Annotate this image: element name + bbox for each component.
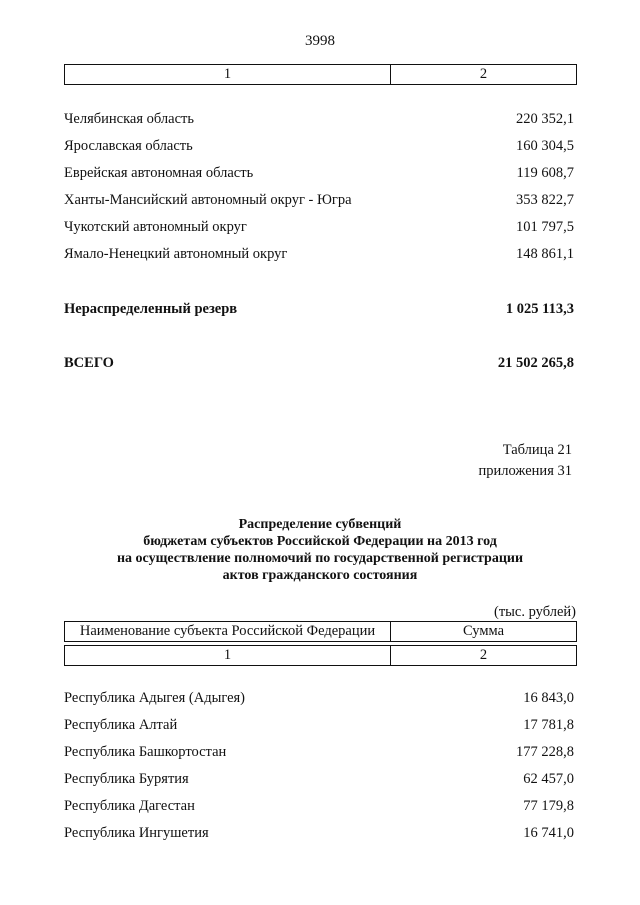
top-column-numbering bbox=[64, 64, 577, 85]
reserve-value: 1 025 113,3 bbox=[505, 301, 574, 317]
table-row bbox=[64, 219, 574, 236]
region-value: 160 304,5 bbox=[516, 138, 574, 154]
appendix-label: приложения 31 bbox=[478, 463, 572, 479]
region-value: 220 352,1 bbox=[516, 111, 574, 127]
table-header bbox=[64, 621, 577, 642]
region-value: 148 861,1 bbox=[516, 246, 574, 262]
title-line: Распределение субвенций bbox=[238, 517, 402, 532]
title-line: актов гражданского состояния bbox=[222, 568, 418, 583]
table-row bbox=[64, 192, 574, 209]
region-name: Республика Алтай bbox=[64, 717, 178, 733]
table-row bbox=[64, 138, 574, 155]
table-row bbox=[64, 690, 574, 707]
table-row bbox=[64, 798, 574, 815]
region-name: Республика Дагестан bbox=[64, 798, 195, 814]
table-row bbox=[64, 825, 574, 842]
column-number-1: 1 bbox=[65, 646, 391, 665]
name-column-header: Наименование субъекта Российской Федерации bbox=[65, 622, 391, 641]
units-label: (тыс. рублей) bbox=[494, 604, 576, 620]
region-value: 16 843,0 bbox=[523, 690, 574, 706]
table-row bbox=[64, 246, 574, 263]
title-line: бюджетам субъектов Российской Федерации на 2013 год bbox=[143, 534, 497, 549]
table-row bbox=[64, 744, 574, 761]
page-number: 3998 bbox=[305, 33, 335, 49]
region-name: Республика Бурятия bbox=[64, 771, 189, 787]
reserve-row bbox=[64, 301, 574, 318]
region-value: 16 741,0 bbox=[523, 825, 574, 841]
table-row bbox=[64, 165, 574, 182]
region-value: 77 179,8 bbox=[523, 798, 574, 814]
region-name: Республика Адыгея (Адыгея) bbox=[64, 690, 246, 706]
region-value: 353 822,7 bbox=[516, 192, 574, 208]
table-row bbox=[64, 771, 574, 788]
column-number-2: 2 bbox=[479, 647, 488, 663]
region-name: Республика Ингушетия bbox=[64, 825, 209, 841]
region-name: Ханты-Мансийский автономный округ - Югра bbox=[64, 192, 352, 208]
column-number-2: 2 bbox=[479, 66, 488, 82]
total-label: ВСЕГО bbox=[64, 355, 114, 371]
region-name: Челябинская область bbox=[64, 111, 194, 127]
reserve-label: Нераспределенный резерв bbox=[64, 301, 238, 317]
column-number-1: 1 bbox=[65, 65, 391, 84]
document-title bbox=[0, 516, 640, 584]
region-name: Еврейская автономная область bbox=[64, 165, 254, 181]
region-name: Чукотский автономный округ bbox=[64, 219, 247, 235]
region-name: Ярославская область bbox=[64, 138, 193, 154]
region-value: 101 797,5 bbox=[516, 219, 574, 235]
table-number-label: Таблица 21 bbox=[502, 442, 572, 458]
region-value: 119 608,7 bbox=[516, 165, 574, 181]
table-row bbox=[64, 111, 574, 128]
title-line: на осуществление полномочий по государственной регистрации bbox=[116, 551, 524, 566]
table-row bbox=[64, 717, 574, 734]
region-name: Ямало-Ненецкий автономный округ bbox=[64, 246, 288, 262]
region-value: 62 457,0 bbox=[523, 771, 574, 787]
region-value: 17 781,8 bbox=[523, 717, 574, 733]
sum-column-header: Сумма bbox=[462, 623, 505, 639]
region-name: Республика Башкортостан bbox=[64, 744, 227, 760]
total-value: 21 502 265,8 bbox=[497, 355, 574, 371]
table-column-numbering bbox=[64, 645, 577, 666]
total-row bbox=[64, 355, 574, 372]
region-value: 177 228,8 bbox=[516, 744, 574, 760]
